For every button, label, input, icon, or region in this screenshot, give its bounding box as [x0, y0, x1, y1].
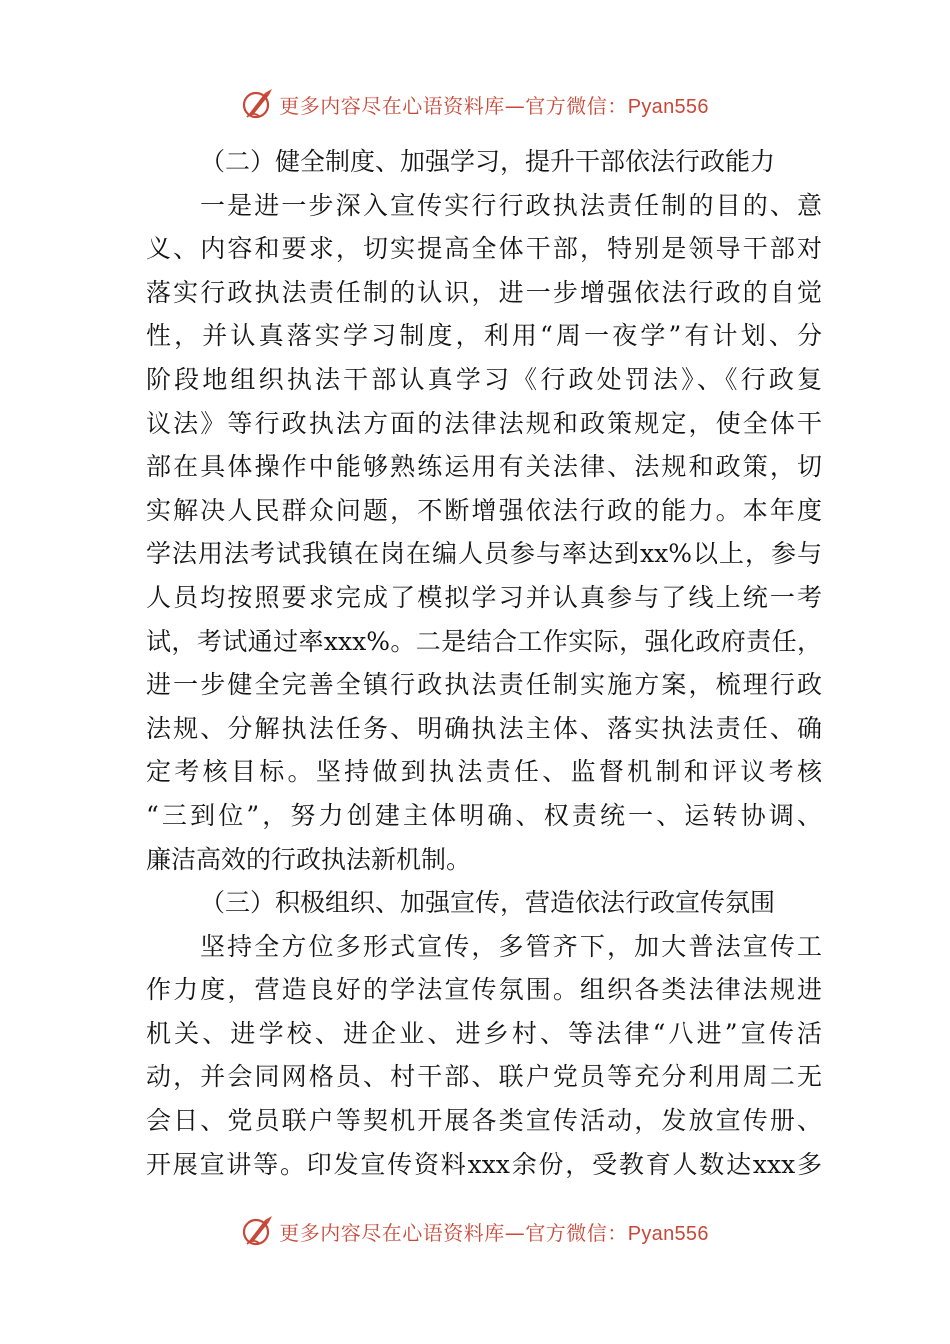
paragraph-line: 义、内容和要求，切实提高全体干部，特别是领导干部对 — [146, 234, 822, 264]
paragraph-line: 动，并会同网格员、村干部、联户党员等充分利用周二无 — [146, 1062, 822, 1092]
section-heading: （二）健全制度、加强学习，提升干部依法行政能力 — [200, 147, 776, 176]
paragraph-line: 作力度，营造良好的学法宣传氛围。组织各类法律法规进 — [146, 975, 822, 1005]
paragraph-line: 进一步健全完善全镇行政执法责任制实施方案，梳理行政 — [146, 670, 822, 700]
watermark-text — [279, 90, 709, 119]
paragraph-line: 开展宣讲等。印发宣传资料xxx余份，受教育人数达xxx多 — [146, 1149, 822, 1179]
paragraph-line: 坚持全方位多形式宣传，多管齐下，加大普法宣传工 — [200, 931, 822, 961]
header-watermark — [0, 84, 950, 124]
watermark-label: 更多内容尽在心语资料库—官方微信： — [279, 93, 628, 118]
paragraph-line: 定考核目标。坚持做到执法责任、监督机制和评议考核 — [146, 757, 822, 787]
paragraph-line: 阶段地组织执法干部认真学习《行政处罚法》、《行政复 — [146, 364, 822, 394]
paragraph-line: 机关、进学校、进企业、进乡村、等法律“八进”宣传活 — [146, 1018, 822, 1048]
paragraph-line: 廉洁高效的行政执法新机制。 — [146, 844, 472, 874]
quill-pen-logo-icon — [241, 87, 275, 121]
paragraph-line: 部在具体操作中能够熟练运用有关法律、法规和政策，切 — [146, 452, 822, 482]
paragraph-line: “三到位”，努力创建主体明确、权责统一、运转协调、 — [146, 800, 822, 830]
paragraph-line: 性，并认真落实学习制度，利用“周一夜学”有计划、分 — [146, 321, 822, 351]
paragraph-line: 学法用法考试我镇在岗在编人员参与率达到xx%以上，参与 — [146, 539, 822, 569]
paragraph-line: 人员均按照要求完成了模拟学习并认真参与了线上统一考 — [146, 582, 822, 612]
paragraph-line: 落实行政执法责任制的认识，进一步增强依法行政的自觉 — [146, 277, 822, 307]
paragraph-line: 实解决人民群众问题，不断增强依法行政的能力。本年度 — [146, 495, 822, 525]
paragraph-line: 议法》等行政执法方面的法律法规和政策规定，使全体干 — [146, 408, 822, 438]
paragraph-line: 会日、党员联户等契机开展各类宣传活动，发放宣传册、 — [146, 1106, 822, 1136]
section-heading: （三）积极组织、加强宣传，营造依法行政宣传氛围 — [200, 888, 776, 918]
watermark-wechat-id: Pyan556 — [627, 1222, 709, 1245]
quill-pen-logo-icon — [241, 1214, 275, 1248]
paragraph-line: 试，考试通过率xxx%。二是结合工作实际，强化政府责任， — [146, 626, 822, 656]
footer-watermark — [0, 1211, 950, 1251]
watermark-label: 更多内容尽在心语资料库—官方微信： — [279, 1220, 628, 1245]
paragraph-line: 一是进一步深入宣传实行行政执法责任制的目的、意 — [200, 190, 822, 220]
document-body — [146, 140, 822, 1186]
watermark-text — [279, 1217, 709, 1246]
watermark-wechat-id: Pyan556 — [627, 95, 709, 118]
paragraph-line: 法规、分解执法任务、明确执法主体、落实执法责任、确 — [146, 713, 822, 743]
